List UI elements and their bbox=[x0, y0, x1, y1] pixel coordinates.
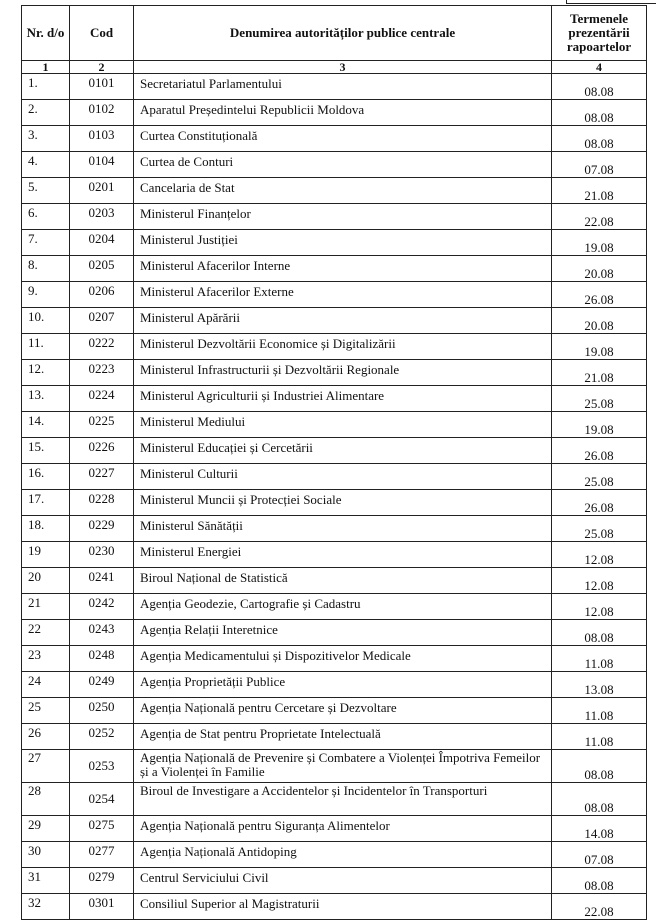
row-nr: 8. bbox=[22, 256, 70, 282]
row-nr: 1. bbox=[22, 74, 70, 100]
table-row bbox=[22, 178, 647, 204]
row-nr: 6. bbox=[22, 204, 70, 230]
row-term: 19.08 bbox=[552, 334, 647, 360]
table-row bbox=[22, 568, 647, 594]
row-name: Agenția Națională Antidoping bbox=[134, 842, 552, 868]
row-nr: 29 bbox=[22, 816, 70, 842]
row-cod: 0229 bbox=[70, 516, 134, 542]
row-nr: 9. bbox=[22, 282, 70, 308]
row-nr: 14. bbox=[22, 412, 70, 438]
row-cod: 0206 bbox=[70, 282, 134, 308]
row-term: 08.08 bbox=[552, 783, 647, 816]
table-row bbox=[22, 542, 647, 568]
row-cod: 0248 bbox=[70, 646, 134, 672]
row-nr: 10. bbox=[22, 308, 70, 334]
row-name: Ministerul Afacerilor Externe bbox=[134, 282, 552, 308]
table-row bbox=[22, 74, 647, 100]
row-cod: 0230 bbox=[70, 542, 134, 568]
header-nr: Nr. d/o bbox=[22, 6, 70, 61]
row-cod: 0227 bbox=[70, 464, 134, 490]
row-cod: 0228 bbox=[70, 490, 134, 516]
row-name: Agenția Relații Interetnice bbox=[134, 620, 552, 646]
header-cod: Cod bbox=[70, 6, 134, 61]
row-nr: 31 bbox=[22, 868, 70, 894]
row-name: Ministerul Mediului bbox=[134, 412, 552, 438]
row-name: Agenția Națională de Prevenire și Combatere a Violenței Împotriva Femeilor și a Violenței în Familie bbox=[134, 750, 552, 783]
row-name: Agenția Geodezie, Cartografie și Cadastru bbox=[134, 594, 552, 620]
row-nr: 20 bbox=[22, 568, 70, 594]
row-nr: 12. bbox=[22, 360, 70, 386]
row-cod: 0104 bbox=[70, 152, 134, 178]
row-cod: 0254 bbox=[70, 783, 134, 816]
row-cod: 0101 bbox=[70, 74, 134, 100]
row-nr: 16. bbox=[22, 464, 70, 490]
row-name: Cancelaria de Stat bbox=[134, 178, 552, 204]
row-nr: 27 bbox=[22, 750, 70, 783]
row-name: Biroul de Investigare a Accidentelor și Incidentelor în Transporturi bbox=[134, 783, 552, 816]
row-term: 08.08 bbox=[552, 126, 647, 152]
row-term: 08.08 bbox=[552, 868, 647, 894]
row-term: 11.08 bbox=[552, 698, 647, 724]
table-row bbox=[22, 204, 647, 230]
row-term: 13.08 bbox=[552, 672, 647, 698]
table-row bbox=[22, 438, 647, 464]
row-nr: 7. bbox=[22, 230, 70, 256]
table-row bbox=[22, 464, 647, 490]
row-cod: 0204 bbox=[70, 230, 134, 256]
header-row bbox=[22, 6, 647, 61]
row-nr: 23 bbox=[22, 646, 70, 672]
table-row bbox=[22, 360, 647, 386]
row-nr: 24 bbox=[22, 672, 70, 698]
row-name: Agenția Medicamentului și Dispozitivelor Medicale bbox=[134, 646, 552, 672]
row-cod: 0253 bbox=[70, 750, 134, 783]
row-nr: 17. bbox=[22, 490, 70, 516]
table-row bbox=[22, 842, 647, 868]
row-nr: 5. bbox=[22, 178, 70, 204]
row-name: Agenția de Stat pentru Proprietate Intelectuală bbox=[134, 724, 552, 750]
table-row bbox=[22, 100, 647, 126]
row-name: Ministerul Finanțelor bbox=[134, 204, 552, 230]
row-term: 12.08 bbox=[552, 594, 647, 620]
row-term: 19.08 bbox=[552, 412, 647, 438]
reports-deadline-table bbox=[21, 5, 647, 920]
row-name: Biroul Național de Statistică bbox=[134, 568, 552, 594]
row-term: 08.08 bbox=[552, 750, 647, 783]
table-row bbox=[22, 594, 647, 620]
row-name: Centrul Serviciului Civil bbox=[134, 868, 552, 894]
row-name: Ministerul Educației și Cercetării bbox=[134, 438, 552, 464]
row-term: 26.08 bbox=[552, 282, 647, 308]
row-nr: 25 bbox=[22, 698, 70, 724]
row-nr: 3. bbox=[22, 126, 70, 152]
row-cod: 0250 bbox=[70, 698, 134, 724]
row-term: 08.08 bbox=[552, 620, 647, 646]
table-row bbox=[22, 386, 647, 412]
row-name: Ministerul Culturii bbox=[134, 464, 552, 490]
table-row bbox=[22, 783, 647, 816]
row-cod: 0103 bbox=[70, 126, 134, 152]
row-term: 25.08 bbox=[552, 464, 647, 490]
row-name: Curtea de Conturi bbox=[134, 152, 552, 178]
table-row bbox=[22, 308, 647, 334]
row-cod: 0102 bbox=[70, 100, 134, 126]
row-name: Ministerul Energiei bbox=[134, 542, 552, 568]
row-nr: 26 bbox=[22, 724, 70, 750]
table-row bbox=[22, 152, 647, 178]
row-nr: 32 bbox=[22, 894, 70, 920]
row-term: 11.08 bbox=[552, 646, 647, 672]
table-body bbox=[22, 74, 647, 920]
row-cod: 0201 bbox=[70, 178, 134, 204]
row-cod: 0242 bbox=[70, 594, 134, 620]
col-number: 4 bbox=[552, 61, 647, 74]
row-cod: 0252 bbox=[70, 724, 134, 750]
table-row bbox=[22, 490, 647, 516]
row-term: 08.08 bbox=[552, 100, 647, 126]
row-term: 21.08 bbox=[552, 360, 647, 386]
column-number-row bbox=[22, 61, 647, 74]
table-row bbox=[22, 126, 647, 152]
row-term: 07.08 bbox=[552, 842, 647, 868]
row-term: 25.08 bbox=[552, 516, 647, 542]
row-cod: 0275 bbox=[70, 816, 134, 842]
table-row bbox=[22, 412, 647, 438]
row-nr: 13. bbox=[22, 386, 70, 412]
row-nr: 11. bbox=[22, 334, 70, 360]
row-cod: 0203 bbox=[70, 204, 134, 230]
table-row bbox=[22, 750, 647, 783]
row-term: 26.08 bbox=[552, 438, 647, 464]
row-term: 22.08 bbox=[552, 894, 647, 920]
row-nr: 30 bbox=[22, 842, 70, 868]
row-term: 19.08 bbox=[552, 230, 647, 256]
table-row bbox=[22, 868, 647, 894]
row-name: Agenția Proprietății Publice bbox=[134, 672, 552, 698]
table-row bbox=[22, 816, 647, 842]
row-nr: 21 bbox=[22, 594, 70, 620]
row-nr: 15. bbox=[22, 438, 70, 464]
table-row bbox=[22, 724, 647, 750]
table-row bbox=[22, 230, 647, 256]
row-nr: 28 bbox=[22, 783, 70, 816]
row-cod: 0301 bbox=[70, 894, 134, 920]
col-number: 3 bbox=[134, 61, 552, 74]
row-term: 14.08 bbox=[552, 816, 647, 842]
row-name: Ministerul Dezvoltării Economice și Digitalizării bbox=[134, 334, 552, 360]
row-term: 25.08 bbox=[552, 386, 647, 412]
row-term: 07.08 bbox=[552, 152, 647, 178]
row-cod: 0243 bbox=[70, 620, 134, 646]
row-name: Ministerul Sănătății bbox=[134, 516, 552, 542]
table-row bbox=[22, 646, 647, 672]
row-term: 11.08 bbox=[552, 724, 647, 750]
row-cod: 0241 bbox=[70, 568, 134, 594]
row-term: 12.08 bbox=[552, 542, 647, 568]
row-cod: 0279 bbox=[70, 868, 134, 894]
row-cod: 0222 bbox=[70, 334, 134, 360]
row-name: Aparatul Președintelui Republicii Moldova bbox=[134, 100, 552, 126]
row-name: Curtea Constituțională bbox=[134, 126, 552, 152]
row-name: Consiliul Superior al Magistraturii bbox=[134, 894, 552, 920]
row-name: Ministerul Afacerilor Interne bbox=[134, 256, 552, 282]
row-cod: 0249 bbox=[70, 672, 134, 698]
header-termen: Termenele prezentării rapoartelor bbox=[552, 6, 647, 61]
row-cod: 0225 bbox=[70, 412, 134, 438]
row-cod: 0224 bbox=[70, 386, 134, 412]
row-term: 20.08 bbox=[552, 308, 647, 334]
row-cod: 0226 bbox=[70, 438, 134, 464]
row-nr: 22 bbox=[22, 620, 70, 646]
top-border-fragment bbox=[566, 0, 656, 4]
table-row bbox=[22, 698, 647, 724]
row-cod: 0205 bbox=[70, 256, 134, 282]
row-name: Ministerul Apărării bbox=[134, 308, 552, 334]
row-cod: 0277 bbox=[70, 842, 134, 868]
table-row bbox=[22, 334, 647, 360]
row-name: Ministerul Muncii și Protecției Sociale bbox=[134, 490, 552, 516]
table-row bbox=[22, 672, 647, 698]
row-term: 12.08 bbox=[552, 568, 647, 594]
row-term: 22.08 bbox=[552, 204, 647, 230]
table-row bbox=[22, 256, 647, 282]
row-name: Agenția Națională pentru Siguranța Alimentelor bbox=[134, 816, 552, 842]
row-name: Ministerul Infrastructurii și Dezvoltării Regionale bbox=[134, 360, 552, 386]
table-row bbox=[22, 620, 647, 646]
col-number: 1 bbox=[22, 61, 70, 74]
row-cod: 0207 bbox=[70, 308, 134, 334]
row-name: Ministerul Agriculturii și Industriei Alimentare bbox=[134, 386, 552, 412]
table-row bbox=[22, 516, 647, 542]
row-name: Ministerul Justiției bbox=[134, 230, 552, 256]
row-term: 20.08 bbox=[552, 256, 647, 282]
row-name: Agenția Națională pentru Cercetare și Dezvoltare bbox=[134, 698, 552, 724]
row-term: 08.08 bbox=[552, 74, 647, 100]
row-nr: 19 bbox=[22, 542, 70, 568]
row-name: Secretariatul Parlamentului bbox=[134, 74, 552, 100]
header-denumire: Denumirea autorităților publice centrale bbox=[134, 6, 552, 61]
row-nr: 18. bbox=[22, 516, 70, 542]
table-row bbox=[22, 894, 647, 920]
col-number: 2 bbox=[70, 61, 134, 74]
row-term: 26.08 bbox=[552, 490, 647, 516]
row-nr: 4. bbox=[22, 152, 70, 178]
row-nr: 2. bbox=[22, 100, 70, 126]
row-cod: 0223 bbox=[70, 360, 134, 386]
table-row bbox=[22, 282, 647, 308]
row-term: 21.08 bbox=[552, 178, 647, 204]
